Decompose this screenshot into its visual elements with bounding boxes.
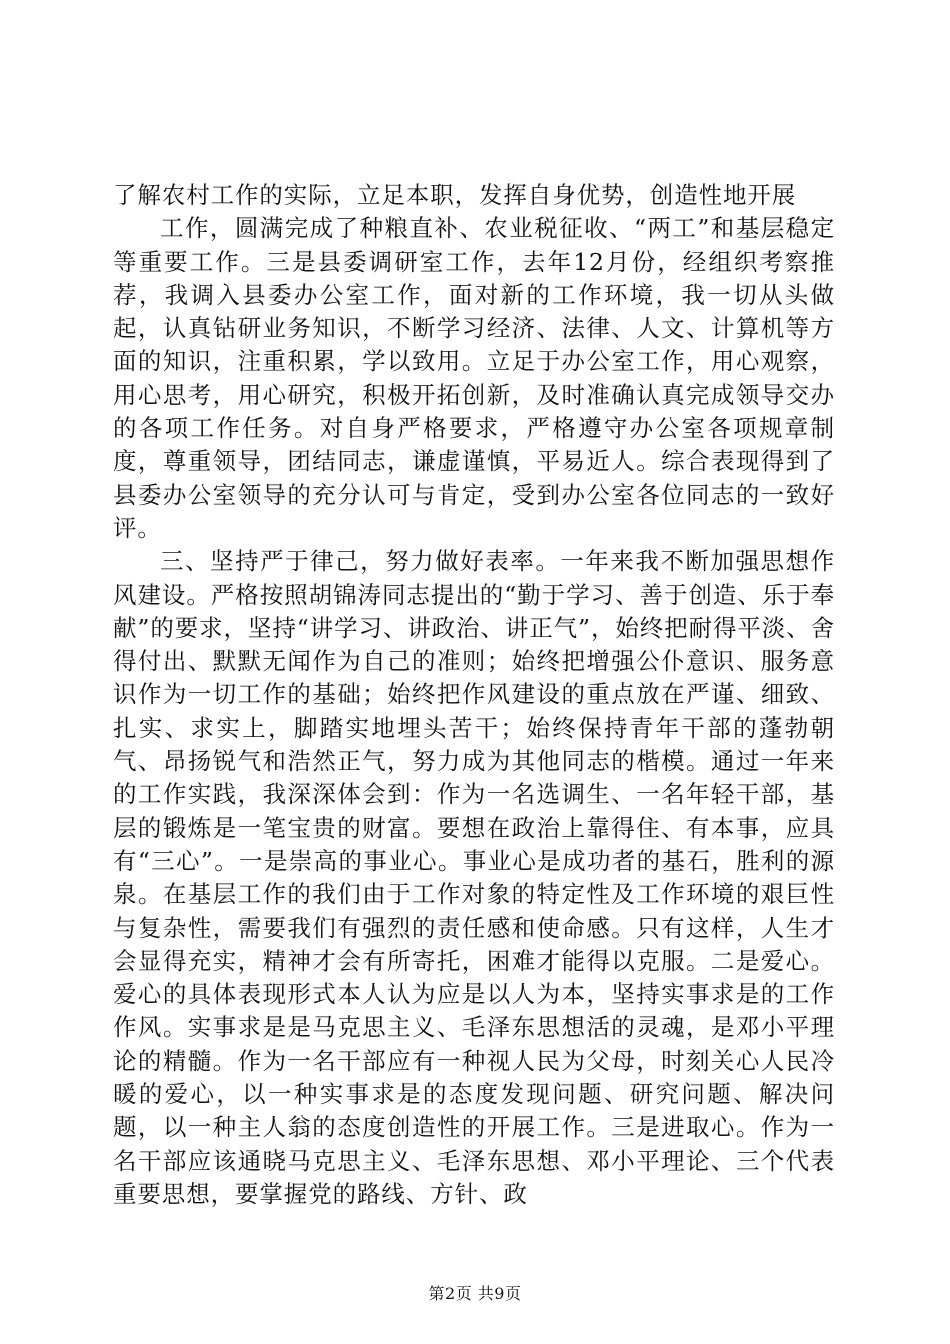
paragraph-self-discipline: 三、坚持严于律己，努力做好表率。一年来我不断加强思想作风建设。严格按照胡锦涛同志提出的“勤于学习、善于创造、乐于奉献”的要求，坚持“讲学习、讲政治、讲正气”，始终把耐得平淡、舍得付出、默默无闻作为自己的准则；始终把增强公仆意识、服务意识作为一切工作的基础；始终把作风建设的重点放在严谨、细致、扎实、求实上，脚踏实地埋头苦干；始终保持青年干部的蓬勃朝气、昂扬锐气和浩然正气，努力成为其他同志的楷模。通过一年来的工作实践，我深深体会到：作为一名选调生、一名年轻干部，基层的锻炼是一笔宝贵的财富。要想在政治上靠得住、有本事，应具有“三心”。一是崇高的事业心。事业心是成功者的基石，胜利的源泉。在基层工作的我们由于工作对象的特定性及工作环境的艰巨性与复杂性，需要我们有强烈的责任感和使命感。只有这样，人生才会显得充实，精神才会有所寄托，困难才能得以克服。二是爱心。爱心的具体表现形式本人认为应是以人为本，坚持实事求是的工作作风。实事求是是马克思主义、毛泽东思想活的灵魂，是邓小平理论的精髓。作为一名干部应有一种视人民为父母，时刻关心人民冷暖的爱心，以一种实事求是的态度发现问题、研究问题、解决问题，以一种主人翁的态度创造性的开展工作。三是进取心。作为一名干部应该通晓马克思主义、毛泽东思想、邓小平理论、三个代表重要思想，要掌握党的路线、方针、政 (113, 547, 835, 1208)
page-number-footer: 第2页 共9页 (428, 1284, 522, 1303)
paragraph-continuation: 了解农村工作的实际，立足本职，发挥自身优势，创造性地开展 (113, 181, 797, 209)
paragraph-office-work: 工作，圆满完成了种粮直补、农业税征收、“两工”和基层稳定等重要工作。三是县委调研室工作，去年12月份，经组织考察推荐，我调入县委办公室工作，面对新的工作环境，我一切从头做起，认真钻研业务知识，不断学习经济、法律、人文、计算机等方面的知识，注重积累，学以致用。立足于办公室工作，用心观察，用心思考，用心研究，积极开拓创新，及时准确认真完成领导交办的各项工作任务。对自身严格要求，严格遵守办公室各项规章制度，尊重领导，团结同志，谦虚谨慎，平易近人。综合表现得到了县委办公室领导的充分认可与肯定，受到办公室各位同志的一致好评。 (113, 214, 835, 542)
document-body (113, 179, 835, 1211)
